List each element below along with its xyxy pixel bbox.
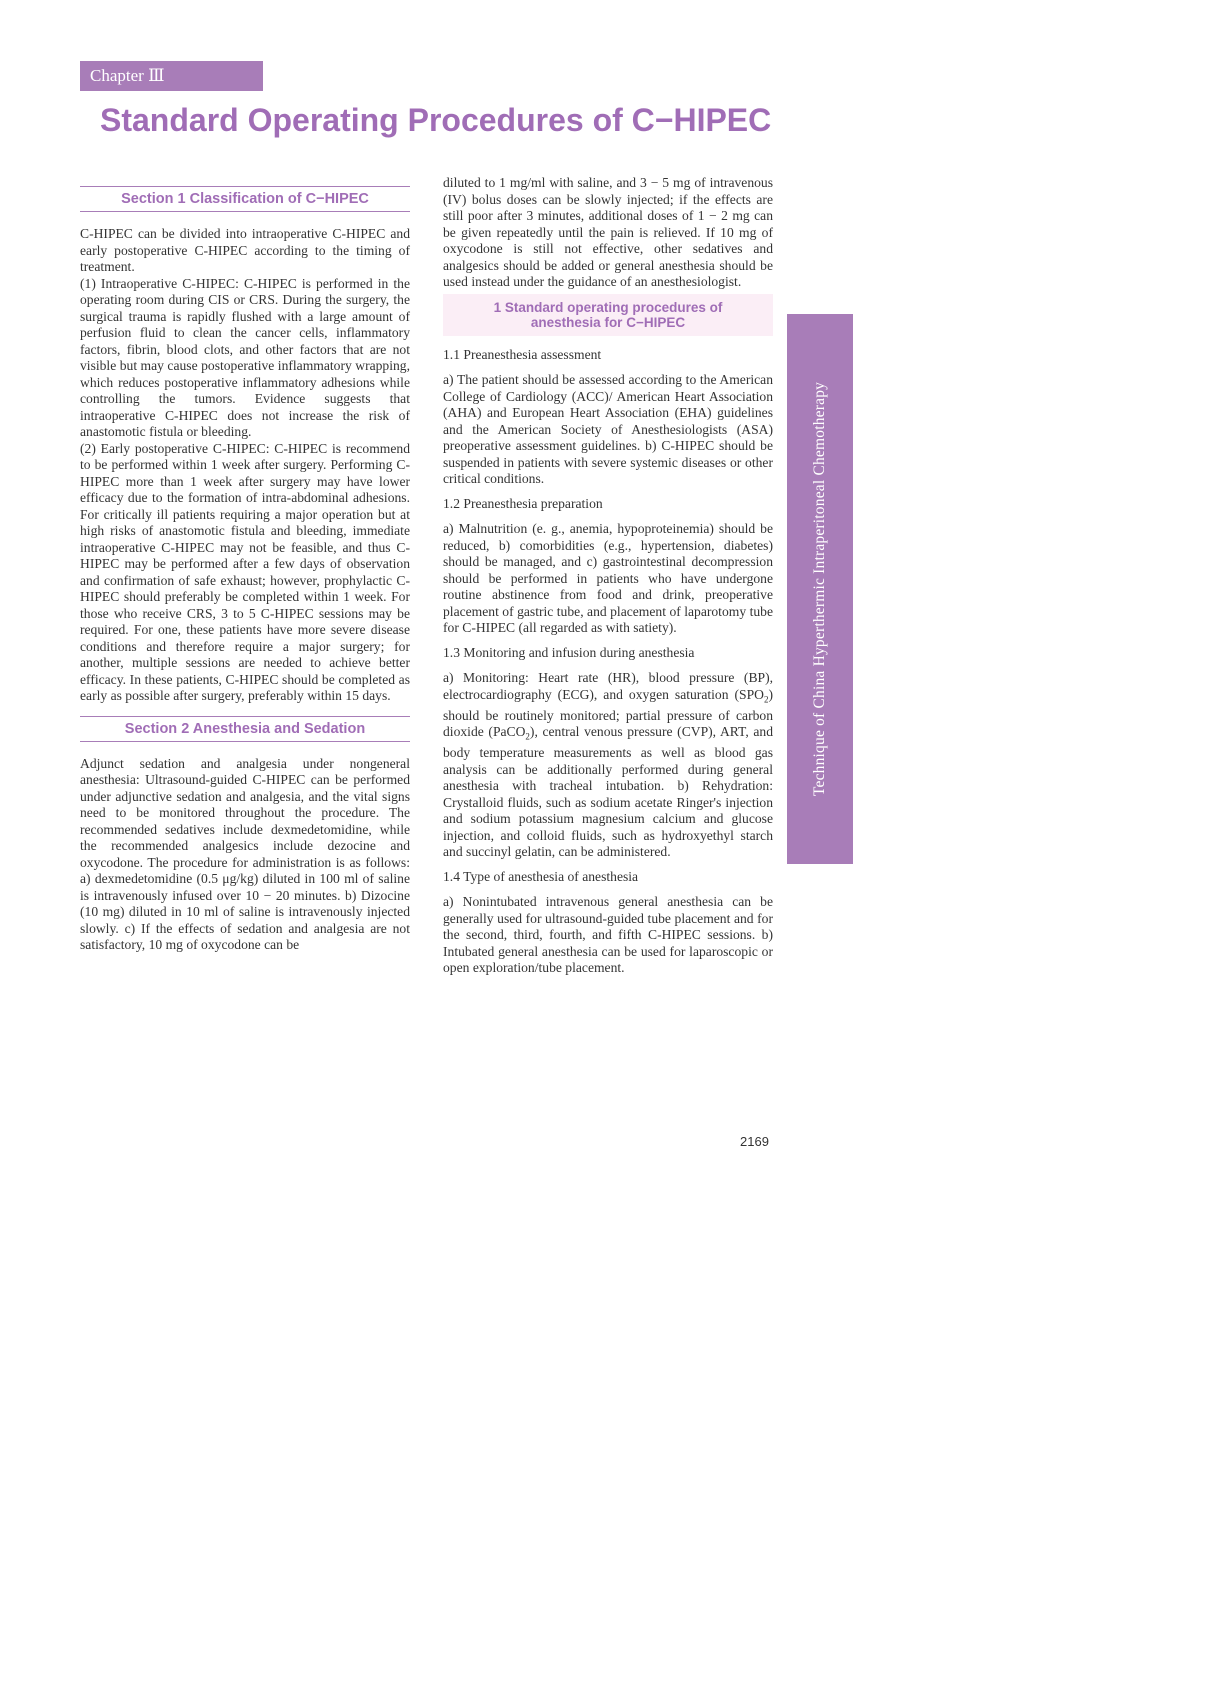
subsection-heading-line: anesthesia for C−HIPEC: [530, 314, 686, 330]
page-number: 2169: [740, 1134, 769, 1149]
paragraph-1-4: a) Nonintubated intravenous general anesthesia can be generally used for ultrasound-guided tube placement and for the second, third, fourth, and fifth C-HIPEC sessions. b) Intubated general anesthesia can be used for laparoscopic or open exploration/tube placement.: [443, 894, 773, 976]
section-2-heading: Section 2 Anesthesia and Sedation: [80, 716, 410, 742]
subsection-heading: [443, 294, 773, 336]
heading-1-1: 1.1 Preanesthesia assessment: [443, 346, 602, 362]
section-2-paragraph: Adjunct sedation and analgesia under nongeneral anesthesia: Ultrasound-guided C-HIPEC can be performed under adjunctive sedation and analgesia, and the vital signs need to be monitored throughout the procedure. The recommended sedatives include dexmedetomidine, while the recommended analgesics include dezocine and oxycodone. The procedure for administration is as follows: a) dexmedetomidine (0.5 μg/kg) diluted in 100 ml of saline is intravenously infused over 10 − 20 minutes. b) Dizocine (10 mg) diluted in 10 ml of saline is intravenously injected slowly. c) If the effects of sedation and analgesia are not satisfactory, 10 mg of oxycodone can be: [80, 755, 410, 952]
heading-1-3: 1.3 Monitoring and infusion during anesthesia: [443, 644, 695, 660]
heading-1-2: 1.2 Preanesthesia preparation: [443, 495, 603, 511]
side-banner-text: Technique of China Hyperthermic Intraperitoneal Chemotherapy: [811, 381, 828, 797]
right-column: [443, 175, 773, 977]
chapter-label: Chapter Ⅲ: [80, 61, 263, 91]
section-1-paragraph: (1) Intraoperative C-HIPEC: C-HIPEC is performed in the operating room during CIS or CRS. During the surgery, the surgical trauma is rapidly flushed with a large amount of perfusion fluid to clean the cancer cells, inflammatory factors, fibrin, blood clots, and other factors that are not visible but may cause postoperative inflammatory wrapping, which reduces postoperative inflammatory adhesions while controlling the tumors. Evidence suggests that intraoperative C-HIPEC does not increase the risk of anastomotic fistula or bleeding.: [80, 275, 410, 439]
text-run: ), central venous pressure (CVP), ART, and body temperature measurements as well as blood gas analysis can be additionally performed during general anesthesia with tracheal intubation. b) Rehydration: Crystalloid fluids, such as sodium acetate Ringer's injection and sodium potassium magnesium calcium and glucose injection, and colloid fluids, such as hydroxyethyl starch and succinyl gelatin, can be administered.: [443, 724, 773, 860]
text-run: a) Monitoring: Heart rate (HR), blood pressure (BP), electrocardiography (ECG), and oxygen saturation (SPO: [443, 670, 773, 702]
continued-paragraph: diluted to 1 mg/ml with saline, and 3 − 5 mg of intravenous (IV) bolus doses can be slowly injected; if the effects are still poor after 3 minutes, additional doses of 1 − 2 mg can be given repeatedly until the pain is relieved. If 10 mg of oxycodone is still not effective, other sedatives and analgesics should be added or general anesthesia should be used instead under the guidance of an anesthesiologist.: [443, 175, 773, 289]
text-run: ) should be routinely monitored; partial pressure of carbon dioxide (PaCO: [443, 686, 773, 740]
paragraph-1-1: a) The patient should be assessed according to the American College of Cardiology (ACC)/ American Heart Association (AHA) and European Heart Association (EHA) guidelines and the American Society of Anesthesiologists (ASA) preoperative assessment guidelines. b) C-HIPEC should be suspended in patients with severe systemic diseases or other critical conditions.: [443, 372, 773, 486]
subsection-heading-line: 1 Standard operating procedures of: [493, 299, 723, 315]
page-title: Standard Operating Procedures of C−HIPEC: [100, 102, 772, 138]
subscript: 2: [525, 731, 530, 742]
left-column: [80, 175, 410, 954]
section-1-heading: Section 1 Classification of C−HIPEC: [80, 186, 410, 212]
subscript: 2: [763, 694, 769, 705]
heading-1-4: 1.4 Type of anesthesia of anesthesia: [443, 868, 639, 884]
paragraph-1-3: [443, 670, 773, 861]
paragraph-1-2: a) Malnutrition (e. g., anemia, hypoproteinemia) should be reduced, b) comorbidities (e.g., hypertension, diabetes) should be managed, and c) gastrointestinal decompression should be performed in patients who have undergone routine abstinence from food and drink, preoperative placement of gastric tube, and placement of laparotomy tube for C-HIPEC (all regarded as with satiety).: [443, 521, 773, 635]
section-1-paragraph: C-HIPEC can be divided into intraoperative C-HIPEC and early postoperative C-HIPEC according to the timing of treatment.: [80, 226, 410, 274]
section-1-paragraph: (2) Early postoperative C-HIPEC: C-HIPEC is recommend to be performed within 1 week after surgery. Performing C-HIPEC more than 1 week after surgery may have lower efficacy due to the formation of intra-abdominal adhesions. For critically ill patients requiring a major operation but at high risks of anastomotic fistula and bleeding, immediate intraoperative C-HIPEC may not be feasible, and thus C-HIPEC may be performed after a few days of observation and confirmation of safe exhaust; however, prophylactic C-HIPEC should preferably be completed within 1 week. For those who receive CRS, 3 to 5 C-HIPEC sessions may be required. For one, these patients have more severe disease conditions and therefore require a major surgery; for another, multiple sessions are needed to achieve better efficacy. In these patients, C-HIPEC should be completed as early as possible after surgery, preferably within 15 days.: [80, 440, 410, 703]
side-banner: [787, 314, 853, 864]
